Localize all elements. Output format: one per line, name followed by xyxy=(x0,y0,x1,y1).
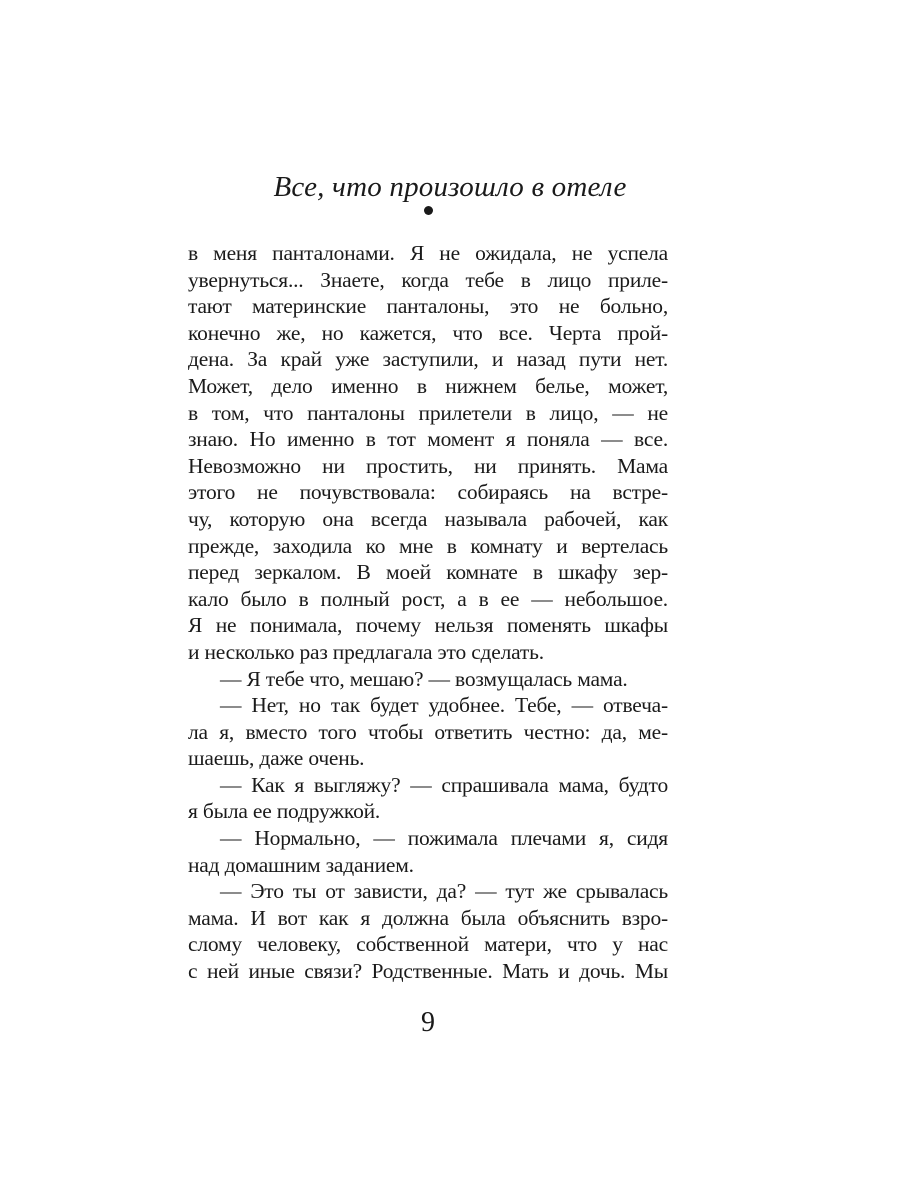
text-line: Я не понимала, почему нельзя поменять шкафы xyxy=(188,613,668,638)
text-line: — Нормально, — пожимала плечами я, сидя xyxy=(220,826,668,851)
text-line: я была ее подружкой. xyxy=(188,799,381,824)
text-line: в меня панталонами. Я не ожидала, не успела xyxy=(188,241,668,265)
text-line: — Нет, но так будет удобнее. Тебе, — отвеча- xyxy=(220,693,668,718)
text-line: чу, которую она всегда называла рабочей, как xyxy=(188,506,668,531)
text-line: слому человеку, собственной матери, что у нас xyxy=(188,932,668,957)
text-line: кало было в полный рост, а в ее — небольшое. xyxy=(188,586,668,611)
text-line: шаешь, даже очень. xyxy=(188,746,365,771)
text-line: Может, дело именно в нижнем белье, может, xyxy=(188,373,668,398)
text-line: конечно же, но кажется, что все. Черта прой- xyxy=(188,320,668,345)
text-line: этого не почувствовала: собираясь на встре- xyxy=(188,480,668,505)
bullet-ornament-icon xyxy=(424,206,433,215)
text-line: над домашним заданием. xyxy=(188,852,414,877)
text-line: дена. За край уже заступили, и назад пути нет. xyxy=(188,347,668,372)
text-line: тают материнские панталоны, это не больно, xyxy=(188,294,668,319)
text-line: в том, что панталоны прилетели в лицо, — не xyxy=(188,400,668,425)
text-line: прежде, заходила ко мне в комнату и вертелась xyxy=(188,533,668,558)
text-line: — Это ты от зависти, да? — тут же срывалась xyxy=(220,879,668,904)
text-line: знаю. Но именно в тот момент я поняла — все. xyxy=(188,427,668,452)
text-line: — Как я выгляжу? — спрашивала мама, будто xyxy=(220,772,668,797)
text-line: мама. И вот как я должна была объяснить взро- xyxy=(188,905,668,930)
text-line: ла я, вместо того чтобы ответить честно: да, ме- xyxy=(188,719,668,744)
text-line: увернуться... Знаете, когда тебе в лицо приле- xyxy=(188,267,668,292)
page-number: 9 xyxy=(421,1007,435,1038)
text-line: и несколько раз предлагала это сделать. xyxy=(188,639,544,664)
text-line: — Я тебе что, мешаю? — возмущалась мама. xyxy=(220,666,628,691)
text-line: с ней иные связи? Родственные. Мать и дочь. Мы xyxy=(188,959,668,984)
body-text xyxy=(188,240,668,985)
text-line: Невозможно ни простить, ни принять. Мама xyxy=(188,453,668,478)
text-line: перед зеркалом. В моей комнате в шкафу зер- xyxy=(188,560,668,585)
running-head: Все, что произошло в отеле xyxy=(273,171,627,203)
